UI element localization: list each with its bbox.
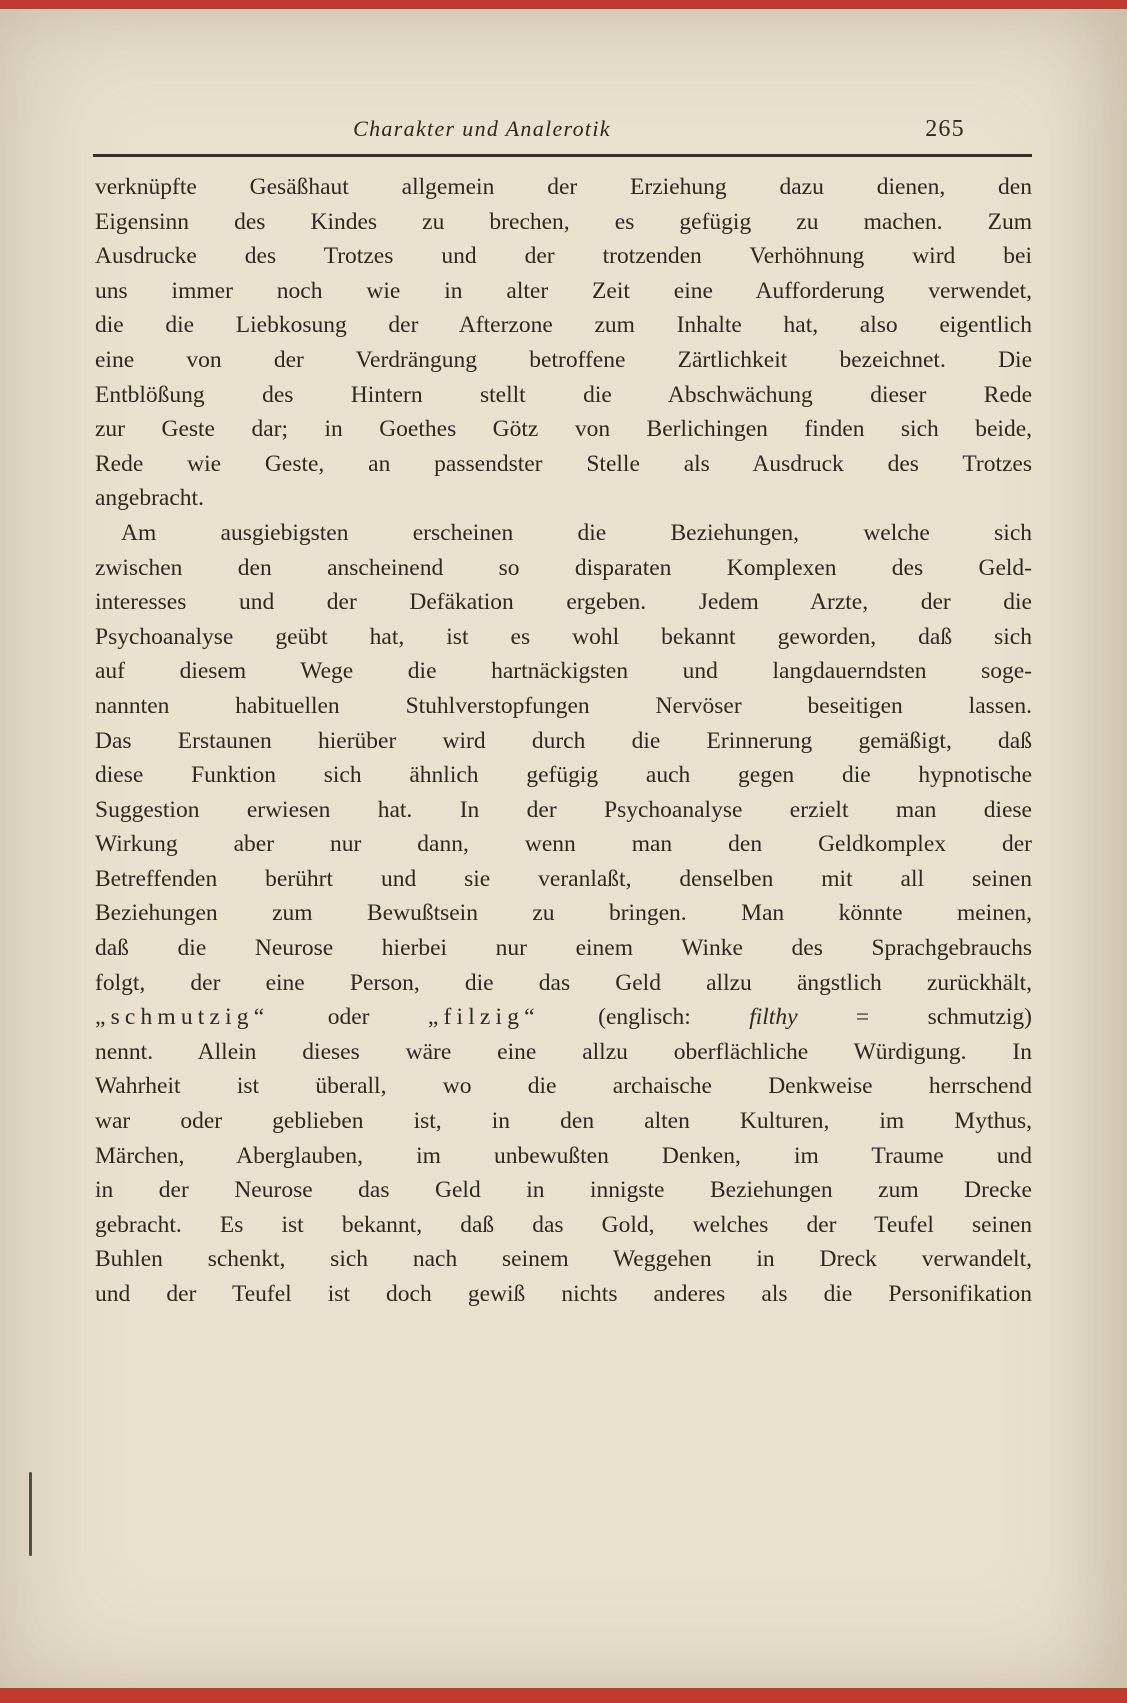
running-header xyxy=(95,116,1032,150)
text-line: Wahrheit ist überall, wo die archaische Denkweise herrschend xyxy=(95,1073,1032,1100)
text-line: daß die Neurose hierbei nur einem Winke des Sprachgebrauchs xyxy=(95,935,1032,962)
text-segment: oder xyxy=(269,1004,428,1031)
text-line: Am ausgiebigsten erscheinen die Beziehungen, welche sich xyxy=(121,519,1032,546)
header-title: Charakter und Analerotik xyxy=(353,116,611,141)
text-line: zur Geste dar; in Goethes Götz von Berlichingen finden sich beide, xyxy=(95,416,1032,443)
text-line: Eigensinn des Kindes zu brechen, es gefügig zu machen. Zum xyxy=(95,208,1032,235)
emphasized-text: „schmutzig“ xyxy=(95,1004,270,1031)
text-line: und der Teufel ist doch gewiß nichts anderes als die Personifikation xyxy=(95,1281,1032,1307)
text-line: Psychoanalyse geübt hat, ist es wohl bekannt geworden, daß sich xyxy=(95,623,1032,650)
text-line: Ausdrucke des Trotzes und der trotzenden Verhöhnung wird bei xyxy=(95,243,1032,270)
paragraph xyxy=(95,170,1032,516)
text-line xyxy=(95,1000,1032,1035)
text-line: Buhlen schenkt, sich nach seinem Weggehen in Dreck verwandelt, xyxy=(95,1246,1032,1273)
text-line: eine von der Verdrängung betroffene Zärtlichkeit bezeichnet. Die xyxy=(95,346,1032,373)
text-line: folgt, der eine Person, die das Geld allzu ängstlich zurückhält, xyxy=(95,969,1032,996)
text-line: Beziehungen zum Bewußtsein zu bringen. Man könnte meinen, xyxy=(95,900,1032,927)
text-line: Rede wie Geste, an passendster Stelle als Ausdruck des Trotzes xyxy=(95,450,1032,477)
text-line: Das Erstaunen hierüber wird durch die Erinnerung gemäßigt, daß xyxy=(95,727,1032,754)
text-line: Entblößung des Hintern stellt die Abschwächung dieser Rede xyxy=(95,381,1032,408)
text-line: nennt. Allein dieses wäre eine allzu oberflächliche Würdigung. In xyxy=(95,1038,1032,1065)
body-text xyxy=(95,170,1032,1312)
text-line: nannten habituellen Stuhlverstopfungen Nervöser beseitigen lassen. xyxy=(95,692,1032,719)
text-line: Märchen, Aberglauben, im unbewußten Denken, im Traume und xyxy=(95,1142,1032,1169)
text-segment: = schmutzig) xyxy=(797,1004,1032,1031)
header-rule xyxy=(93,154,1032,157)
emphasized-text: filthy xyxy=(749,1004,798,1031)
emphasized-text: „filzig“ xyxy=(427,1004,540,1031)
text-line: war oder geblieben ist, in den alten Kulturen, im Mythus, xyxy=(95,1108,1032,1135)
scan-artifact xyxy=(29,1472,32,1556)
text-segment: (englisch: xyxy=(539,1004,750,1031)
header-page-number: 265 xyxy=(925,116,965,142)
text-line: Suggestion erwiesen hat. In der Psychoanalyse erzielt man diese xyxy=(95,796,1032,823)
paragraph xyxy=(95,516,1032,1312)
text-line: Wirkung aber nur dann, wenn man den Geldkomplex der xyxy=(95,831,1032,858)
text-line: interesses und der Defäkation ergeben. Jedem Arzte, der die xyxy=(95,589,1032,616)
text-line: gebracht. Es ist bekannt, daß das Gold, welches der Teufel seinen xyxy=(95,1211,1032,1238)
text-line: uns immer noch wie in alter Zeit eine Aufforderung verwendet, xyxy=(95,277,1032,304)
text-line: verknüpfte Gesäßhaut allgemein der Erziehung dazu dienen, den xyxy=(95,174,1032,200)
text-line: die die Liebkosung der Afterzone zum Inhalte hat, also eigentlich xyxy=(95,312,1032,339)
scan-edge-bottom xyxy=(0,1688,1127,1703)
scan-edge-top xyxy=(0,0,1127,9)
text-line: in der Neurose das Geld in innigste Beziehungen zum Drecke xyxy=(95,1177,1032,1204)
text-line: angebracht. xyxy=(95,485,204,512)
text-line: diese Funktion sich ähnlich gefügig auch gegen die hypnotische xyxy=(95,762,1032,789)
text-line: zwischen den anscheinend so disparaten Komplexen des Geld- xyxy=(95,554,1032,581)
text-line: Betreffenden berührt und sie veranlaßt, denselben mit all seinen xyxy=(95,865,1032,892)
text-line: auf diesem Wege die hartnäckigsten und langdauerndsten soge- xyxy=(95,658,1032,685)
